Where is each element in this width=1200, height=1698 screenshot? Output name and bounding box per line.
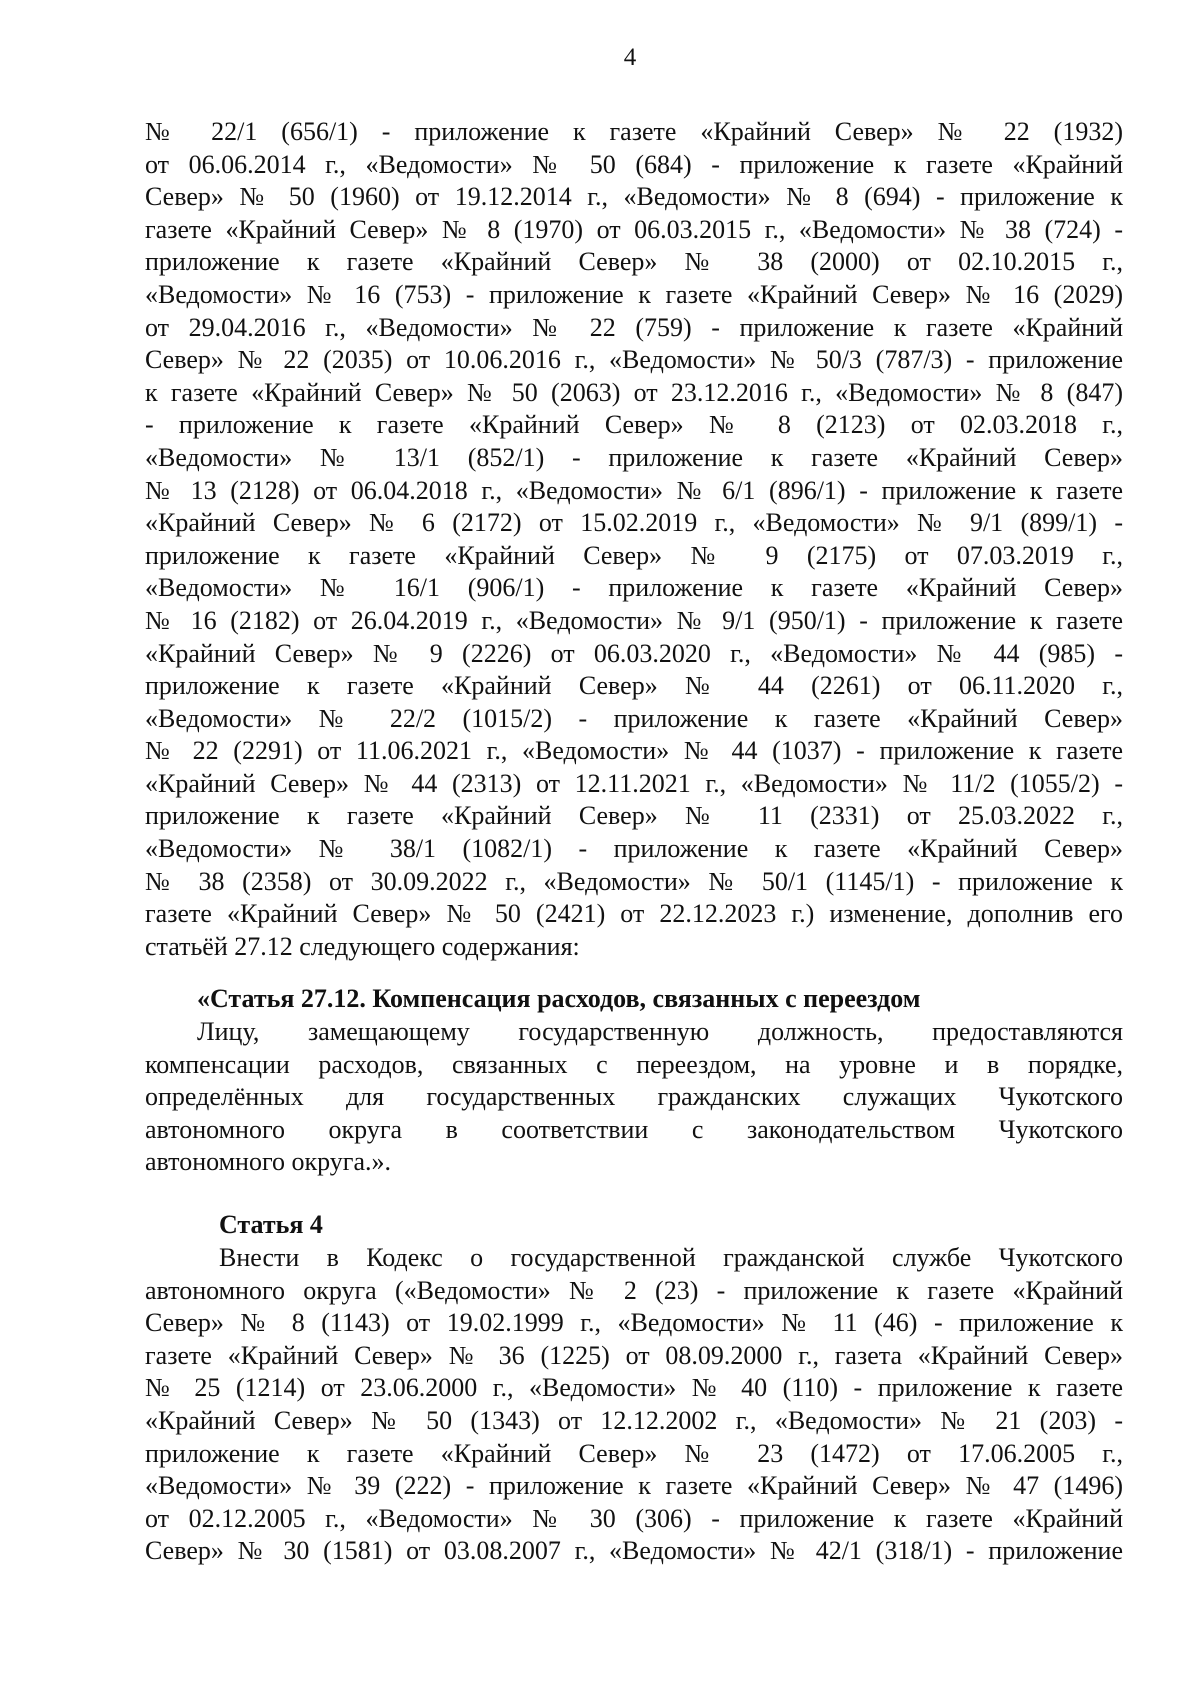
text-line: «Крайний Север» № 6 (2172) от 15.02.2019 г., «Ведомости» № 9/1 (899/1) - (145, 508, 1123, 538)
amendment-references-paragraph (145, 116, 1123, 963)
text-line: статьёй 27.12 следующего содержания: (145, 931, 580, 961)
text-line: «Ведомости» № 16/1 (906/1) - приложение к газете «Крайний Север» (145, 573, 1123, 603)
text-line: Внести в Кодекс о государственной гражданской службе Чукотского (219, 1243, 1123, 1272)
text-line: приложение к газете «Крайний Север» № 38 (2000) от 02.10.2015 г., (145, 247, 1123, 277)
text-line: определённых для государственных гражданских служащих Чукотского (145, 1082, 1123, 1112)
text-line: № 25 (1214) от 23.06.2000 г., «Ведомости» № 40 (110) - приложение к газете (145, 1373, 1123, 1403)
page-number: 4 (623, 44, 637, 71)
text-line: «Крайний Север» № 9 (2226) от 06.03.2020 г., «Ведомости» № 44 (985) - (145, 638, 1123, 668)
text-line: Север» № 8 (1143) от 19.02.1999 г., «Ведомости» № 11 (46) - приложение к (145, 1308, 1123, 1338)
text-line: «Крайний Север» № 50 (1343) от 12.12.2002 г., «Ведомости» № 21 (203) - (145, 1405, 1123, 1435)
text-line: от 29.04.2016 г., «Ведомости» № 22 (759) - приложение к газете «Крайний (145, 312, 1123, 342)
text-line: № 22/1 (656/1) - приложение к газете «Крайний Север» № 22 (1932) (145, 117, 1123, 146)
article-4-body (145, 1242, 1123, 1568)
text-line: «Ведомости» № 39 (222) - приложение к газете «Крайний Север» № 47 (1496) (145, 1471, 1123, 1501)
article-27-12-body (145, 1016, 1123, 1179)
text-line: автономного округа.». (145, 1147, 391, 1177)
article-4-heading: Статья 4 (219, 1210, 323, 1239)
text-line: приложение к газете «Крайний Север» № 11 (2331) от 25.03.2022 г., (145, 801, 1123, 831)
text-line: газете «Крайний Север» № 8 (1970) от 06.03.2015 г., «Ведомости» № 38 (724) - (145, 214, 1123, 244)
text-line: Лицу, замещающему государственную должность, предоставляются (197, 1017, 1123, 1046)
text-line: «Ведомости» № 16 (753) - приложение к газете «Крайний Север» № 16 (2029) (145, 279, 1123, 309)
text-line: Север» № 22 (2035) от 10.06.2016 г., «Ведомости» № 50/3 (787/3) - приложение (145, 345, 1123, 375)
text-line: к газете «Крайний Север» № 50 (2063) от 23.12.2016 г., «Ведомости» № 8 (847) (145, 377, 1123, 407)
text-line: автономного округа («Ведомости» № 2 (23) - приложение к газете «Крайний (145, 1275, 1123, 1305)
text-line: приложение к газете «Крайний Север» № 23 (1472) от 17.06.2005 г., (145, 1438, 1123, 1468)
text-line: «Ведомости» № 13/1 (852/1) - приложение к газете «Крайний Север» (145, 442, 1123, 472)
text-line: «Крайний Север» № 44 (2313) от 12.11.2021 г., «Ведомости» № 11/2 (1055/2) - (145, 768, 1123, 798)
text-line: № 38 (2358) от 30.09.2022 г., «Ведомости» № 50/1 (1145/1) - приложение к (145, 866, 1123, 896)
text-line: компенсации расходов, связанных с переездом, на уровне и в порядке, (145, 1049, 1123, 1079)
text-line: газете «Крайний Север» № 50 (2421) от 22.12.2023 г.) изменение, дополнив его (145, 899, 1123, 929)
text-line: Север» № 30 (1581) от 03.08.2007 г., «Ведомости» № 42/1 (318/1) - приложение (145, 1536, 1123, 1566)
text-line: № 16 (2182) от 26.04.2019 г., «Ведомости» № 9/1 (950/1) - приложение к газете (145, 605, 1123, 635)
article-27-12-heading: «Статья 27.12. Компенсация расходов, связанных с переездом (197, 984, 921, 1013)
text-line: «Ведомости» № 22/2 (1015/2) - приложение к газете «Крайний Север» (145, 703, 1123, 733)
text-line: от 02.12.2005 г., «Ведомости» № 30 (306) - приложение к газете «Крайний (145, 1503, 1123, 1533)
text-line: № 13 (2128) от 06.04.2018 г., «Ведомости» № 6/1 (896/1) - приложение к газете (145, 475, 1123, 505)
text-line: «Ведомости» № 38/1 (1082/1) - приложение к газете «Крайний Север» (145, 834, 1123, 864)
text-line: газете «Крайний Север» № 36 (1225) от 08.09.2000 г., газета «Крайний Север» (145, 1340, 1123, 1370)
text-line: от 06.06.2014 г., «Ведомости» № 50 (684) - приложение к газете «Крайний (145, 149, 1123, 179)
text-line: - приложение к газете «Крайний Север» № 8 (2123) от 02.03.2018 г., (145, 410, 1123, 440)
text-line: приложение к газете «Крайний Север» № 44 (2261) от 06.11.2020 г., (145, 671, 1123, 701)
text-line: приложение к газете «Крайний Север» № 9 (2175) от 07.03.2019 г., (145, 540, 1123, 570)
text-line: № 22 (2291) от 11.06.2021 г., «Ведомости» № 44 (1037) - приложение к газете (145, 736, 1123, 766)
text-line: Север» № 50 (1960) от 19.12.2014 г., «Ведомости» № 8 (694) - приложение к (145, 182, 1123, 212)
text-line: автономного округа в соответствии с законодательством Чукотского (145, 1114, 1123, 1144)
